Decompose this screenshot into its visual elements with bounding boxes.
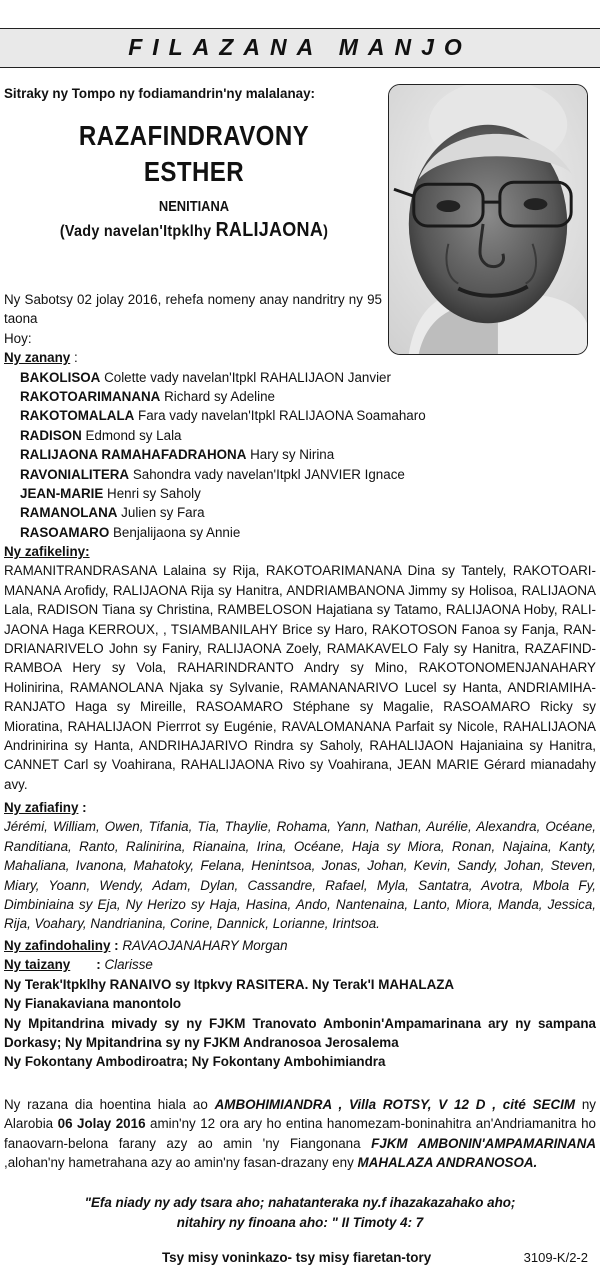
announcement-text: Ny Sabotsy 02 jolay 2016, rehefa nomeny anay nandritry ny 95 taona (4, 292, 382, 327)
child-rest: Benjalijaona sy Annie (109, 524, 241, 540)
child-surname: JEAN-MARIE (20, 486, 104, 502)
child-row (4, 426, 382, 445)
grandchildren-list: RAMANITRANDRASANA Lalaina sy Rija, RAKOTOARIMANANA Dina sy Tantely, RAKOTOARI-MANANA Arofidy, RALIJAONA Rija sy Hanitra, ANDRIAMBANONA Jimmy sy Holisoa, RALIJAONA Lala, RADISON Tiana sy Christina, RAMBELOSON Hajatiana sy Tatamo, RALIJAONA Hoby, RALI-JAONA Haga KERROUX, , TSIAMBANILAHY Brice sy Haro, RAKOTOSON Fanoa sy Fanja, RAN-DRIANARIVELO John sy Faniry, RALIJAONA Zoely, RAMAKAVELO Faly sy Hanitra, RAZAFIND-RAMBOA Hery sy Vola, RAHARINDRANTO Andry sy Mino, RAKOTONOMENJANAHARY Holinirina, RAMANOLANA Njaka sy Sylvanie, RAMANANARIVO Lucel sy Hanta, ANDRIAMIHA-RANJATO Haga sy Mireille, RASOAMARO Stéphane sy Magalie, RASOAMARO Ricky sy Mioratina, RAHALIJAON Pierrrot sy Eugénie, RAVALOMANANA Parfait sy Nicole, RAHALIJAONA Andrinirina sy Hanta, ANDRIHAJARIVO Rindra sy Saholy, RAHALIJAON Hajaniaina sy Hanitra, CANNET Carl sy Voahirana, RAHALIJAONA Rivo sy Voahirana, JEAN MARIE Gérard mianadahy avy. (4, 563, 596, 792)
other-mourners-4: Ny Fokontany Ambodiroatra; Ny Fokontany Ambohimiandra (4, 1054, 386, 1070)
great3-colon: : (70, 957, 105, 973)
great-great-grandchildren-colon: : (110, 938, 123, 953)
great3-row (4, 955, 596, 974)
other-mourners-1: Ny Terak'Itpklhy RANAIVO sy Itpkvy RASITERA. Ny Terak'I MAHALAZA (4, 976, 455, 992)
other-mourners-3: Ny Mpitandrina mivady sy ny FJKM Tranovato Ambonin'Ampamarinana ary ny sampana Dorkasy; Ny Mpitandrina sy ny FJKM Andranosoa Jerosalema (4, 1015, 596, 1051)
intro-text: Sitraky ny Tompo ny fodiamandrin'ny malalanay: (4, 86, 315, 101)
great-great-grandchildren-row (4, 936, 596, 955)
burial-text-1: Ny razana dia hoentina hiala ao (4, 1097, 215, 1112)
child-surname: BAKOLISOA (20, 369, 101, 385)
scripture-quote (0, 1193, 600, 1233)
spouse-prefix: (Vady navelan'Itpklhy (59, 223, 216, 240)
child-rest: Colette vady navelan'Itpkl RAHALIJAON Janvier (100, 369, 391, 385)
great-grandchildren-heading (4, 798, 596, 817)
child-row (4, 484, 382, 503)
great-grandchildren-colon: : (78, 800, 87, 815)
footer (0, 1248, 600, 1272)
child-rest: Hary sy Nirina (246, 447, 335, 463)
child-row (4, 387, 382, 406)
spouse-line (23, 218, 365, 244)
other-mourners-2: Ny Fianakaviana manontolo (4, 996, 182, 1012)
quote-line-2: nitahiry ny finoana aho: " II Timoty 4: 7 (176, 1215, 424, 1230)
deceased-nickname: NENITIANA (158, 198, 230, 215)
deceased-name-block (4, 118, 384, 244)
deceased-portrait (388, 84, 588, 355)
child-rest: Henri sy Saholy (103, 486, 201, 502)
child-rest: Fara vady navelan'Itpkl RALIJAONA Soamaharo (134, 408, 426, 424)
child-row (4, 406, 426, 425)
child-surname: RAKOTOARIMANANA (20, 389, 161, 405)
great-grandchildren-list: Jérémi, William, Owen, Tifania, Tia, Thaylie, Rohama, Yann, Nathan, Aurélie, Alexandra, Océane, Randitiana, Ranto, Ralinirina, Rianaina, Irina, Océane, Haja sy Miora, Ronan, Najaina, Kanty, Mahaliana, Ivanona, Mahatoky, Felana, Henintsoa, Jonas, Johan, Kevin, Sandy, Johan, Steven, Miary, Yoann, Wendy, Adam, Dylan, Cassandre, Rafael, Myla, Santatra, Avotra, Mbola Fy, Dimbiniaina sy Eja, Ny Herizo sy Haja, Hasina, Ando, Nantenaina, Lanto, Miora, Manda, Jessica, Rija, Voahary, Nandrianina, Corine, Dannick, Lorianne, Irintsoa. (4, 819, 596, 932)
grandchildren-title: Ny zafikeliny: (4, 544, 90, 559)
great-grandchildren-block (4, 798, 596, 934)
child-surname: RALIJAONA RAMAHAFADRAHONA (20, 447, 247, 463)
child-row (4, 465, 405, 484)
great-great-grandchildren-names: RAVAOJANAHARY Morgan (122, 938, 288, 953)
children-title: Ny zanany (4, 350, 71, 366)
descendants-block (4, 936, 596, 1072)
burial-tomb: MAHALAZA ANDRANOSOA. (357, 1155, 538, 1171)
great-grandchildren-title: Ny zafiafiny (4, 800, 79, 815)
deceased-firstname: ESTHER (143, 156, 245, 187)
great3-title: Ny taizany (4, 957, 71, 973)
child-rest: Julien sy Fara (117, 505, 205, 521)
footer-reference: 3109-K/2-2 (523, 1250, 588, 1265)
child-row (4, 503, 382, 522)
footer-note: Tsy misy voninkazo- tsy misy fiaretan-tory (162, 1250, 432, 1265)
child-rest: Richard sy Adeline (160, 389, 275, 405)
child-row (4, 523, 382, 542)
child-row (4, 445, 382, 464)
child-row (4, 368, 391, 387)
quote-line-1: "Efa niady ny ady tsara aho; nahatanteraka ny.f ihazakazahako aho; (84, 1195, 516, 1210)
child-surname: RASOAMARO (20, 524, 110, 540)
grandchildren-block (4, 542, 596, 794)
child-surname: RAMANOLANA (20, 505, 118, 521)
hoy-label: Hoy: (4, 330, 32, 346)
spouse-suffix: ) (323, 223, 329, 240)
child-rest: Sahondra vady navelan'Itpkl JANVIER Ignace (129, 466, 405, 482)
burial-date: 06 Jolay 2016 (57, 1116, 146, 1132)
child-surname: RAVONIALITERA (20, 466, 130, 482)
children-heading (4, 348, 382, 367)
great3-names: Clarisse (104, 957, 153, 973)
children-colon: : (70, 350, 78, 366)
burial-text-4: ,alohan'ny hametrahana azy ao amin'ny fasan-drazany eny (4, 1155, 358, 1171)
child-surname: RADISON (20, 427, 82, 443)
child-surname: RAKOTOMALALA (20, 408, 135, 424)
burial-church: FJKM AMBONIN'AMPAMARINANA (371, 1135, 596, 1151)
spouse-name: RALIJAONA (215, 219, 324, 241)
burial-text-3: amin'ny 12 ora ary ho entina hanomezam-boninahitra an'Andriamanitra ho fanaovarn-belona farany azy ao amin 'ny Fiangonana (4, 1116, 596, 1151)
announcement-block (4, 290, 426, 542)
child-rest: Edmond sy Lala (81, 427, 182, 443)
great-great-grandchildren-title: Ny zafindohaliny (4, 938, 111, 953)
burial-text-2: ny Alarobia (4, 1097, 597, 1132)
burial-block (4, 1095, 596, 1173)
deceased-surname: RAZAFINDRAVONY (78, 120, 310, 151)
notice-header (0, 28, 600, 68)
notice-title: FILAZANA MANJO (128, 34, 472, 61)
burial-place: AMBOHIMIANDRA , Villa ROTSY, V 12 D , cité SECIM (214, 1097, 576, 1112)
